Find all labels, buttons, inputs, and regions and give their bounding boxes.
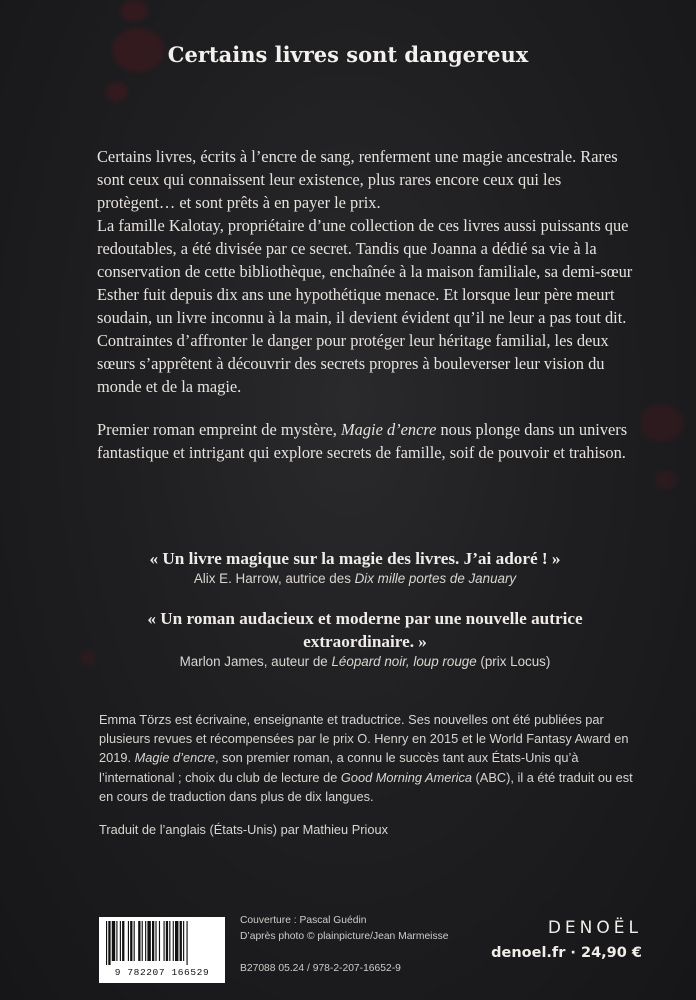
synopsis-paragraph: La famille Kalotay, propriétaire d’une collection de ces livres aussi puissants que redoutables, a été divisée par ce secret. Tandis que Joanna a dédié sa vie à la conservation de cette bibliothèque, enchaînée à la maison familiale, sa demi-sœur Esther fuit depuis dix ans une hypothétique menace. Et lorsque leur père meurt soudain, un livre inconnu à la main, il devient évident qu’il ne leur a pas tout dit.: [97, 216, 633, 327]
attribution-text: Alix E. Harrow, autrice des: [193, 571, 355, 586]
bio-text: , son premier roman, a connu le succès tant aux États-Unis qu’à l’international ; choix du club de lecture de: [99, 750, 579, 785]
summary-text: Premier roman empreint de mystère,: [97, 420, 341, 439]
synopsis-paragraph: Contraintes d’affronter le danger pour protéger leur héritage familial, les deux sœurs s’apprêtent à découvrir des secrets propres à bouleverser leur vision du monde et de la magie.: [97, 331, 609, 396]
barcode-digits: 9 782207 166529: [114, 967, 210, 978]
synopsis-paragraph: Certains livres, écrits à l’encre de sang, renferment une magie ancestrale. Rares sont ceux qui connaissent leur existence, plus rares encore ceux qui les protègent… et sont prêts à en payer le prix.: [97, 147, 618, 212]
ink-blot: [655, 470, 677, 490]
bio-show-title: Good Morning America: [340, 769, 472, 785]
review-quote-1: [100, 547, 610, 588]
ink-blot: [80, 650, 96, 666]
review-quote-2: [120, 607, 610, 671]
attribution-text: Marlon James, auteur de: [179, 654, 332, 669]
attribution-text: (prix Locus): [476, 654, 551, 669]
author-bio: [99, 710, 634, 806]
synopsis: [97, 145, 643, 464]
synopsis-summary: [97, 418, 643, 464]
quote-attribution: [100, 570, 610, 588]
translator-credit: Traduit de l’anglais (États-Unis) par Mathieu Prioux: [99, 822, 388, 837]
book-title: Magie d’encre: [340, 420, 437, 439]
price-line: denoel.fr · 24,90 €: [491, 945, 642, 961]
ink-blot: [640, 404, 684, 442]
quote-text: « Un livre magique sur la magie des livres. J’ai adoré ! »: [149, 549, 561, 568]
attribution-book-title: Léopard noir, loup rouge: [331, 654, 477, 669]
barcode-bars: [106, 921, 218, 965]
isbn-barcode: [99, 917, 225, 983]
bio-text: (ABC), il a été traduit ou est en cours de traduction dans plus de dix langues.: [99, 769, 633, 804]
cover-credit: Couverture : Pascal Guédin: [240, 915, 367, 926]
bio-text: Emma Törzs est écrivaine, enseignante et traductrice. Ses nouvelles ont été publiées par plusieurs revues et récompensées par le prix O. Henry en 2015 et le World Fantasy Award en 2019.: [99, 712, 629, 766]
publisher-logo: DENOËL: [547, 918, 642, 938]
back-cover-title: Certains livres sont dangereux: [167, 42, 529, 67]
photo-credit: D’après photo © plainpicture/Jean Marmeisse: [240, 931, 449, 942]
reference-number: B27088 05.24 / 978-2-207-16652-9: [240, 963, 401, 974]
attribution-book-title: Dix mille portes de January: [354, 571, 517, 586]
summary-text: nous plonge dans un univers fantastique et intrigant qui explore secrets de famille, soif de pouvoir et trahison.: [97, 420, 628, 462]
quote-text: « Un roman audacieux et moderne par une nouvelle autrice extraordinaire. »: [147, 609, 583, 651]
ink-blot: [120, 0, 148, 22]
quote-attribution: [120, 653, 610, 671]
ink-blot: [106, 82, 128, 102]
bio-book-title: Magie d’encre: [134, 750, 215, 766]
cover-credits: [240, 913, 448, 977]
